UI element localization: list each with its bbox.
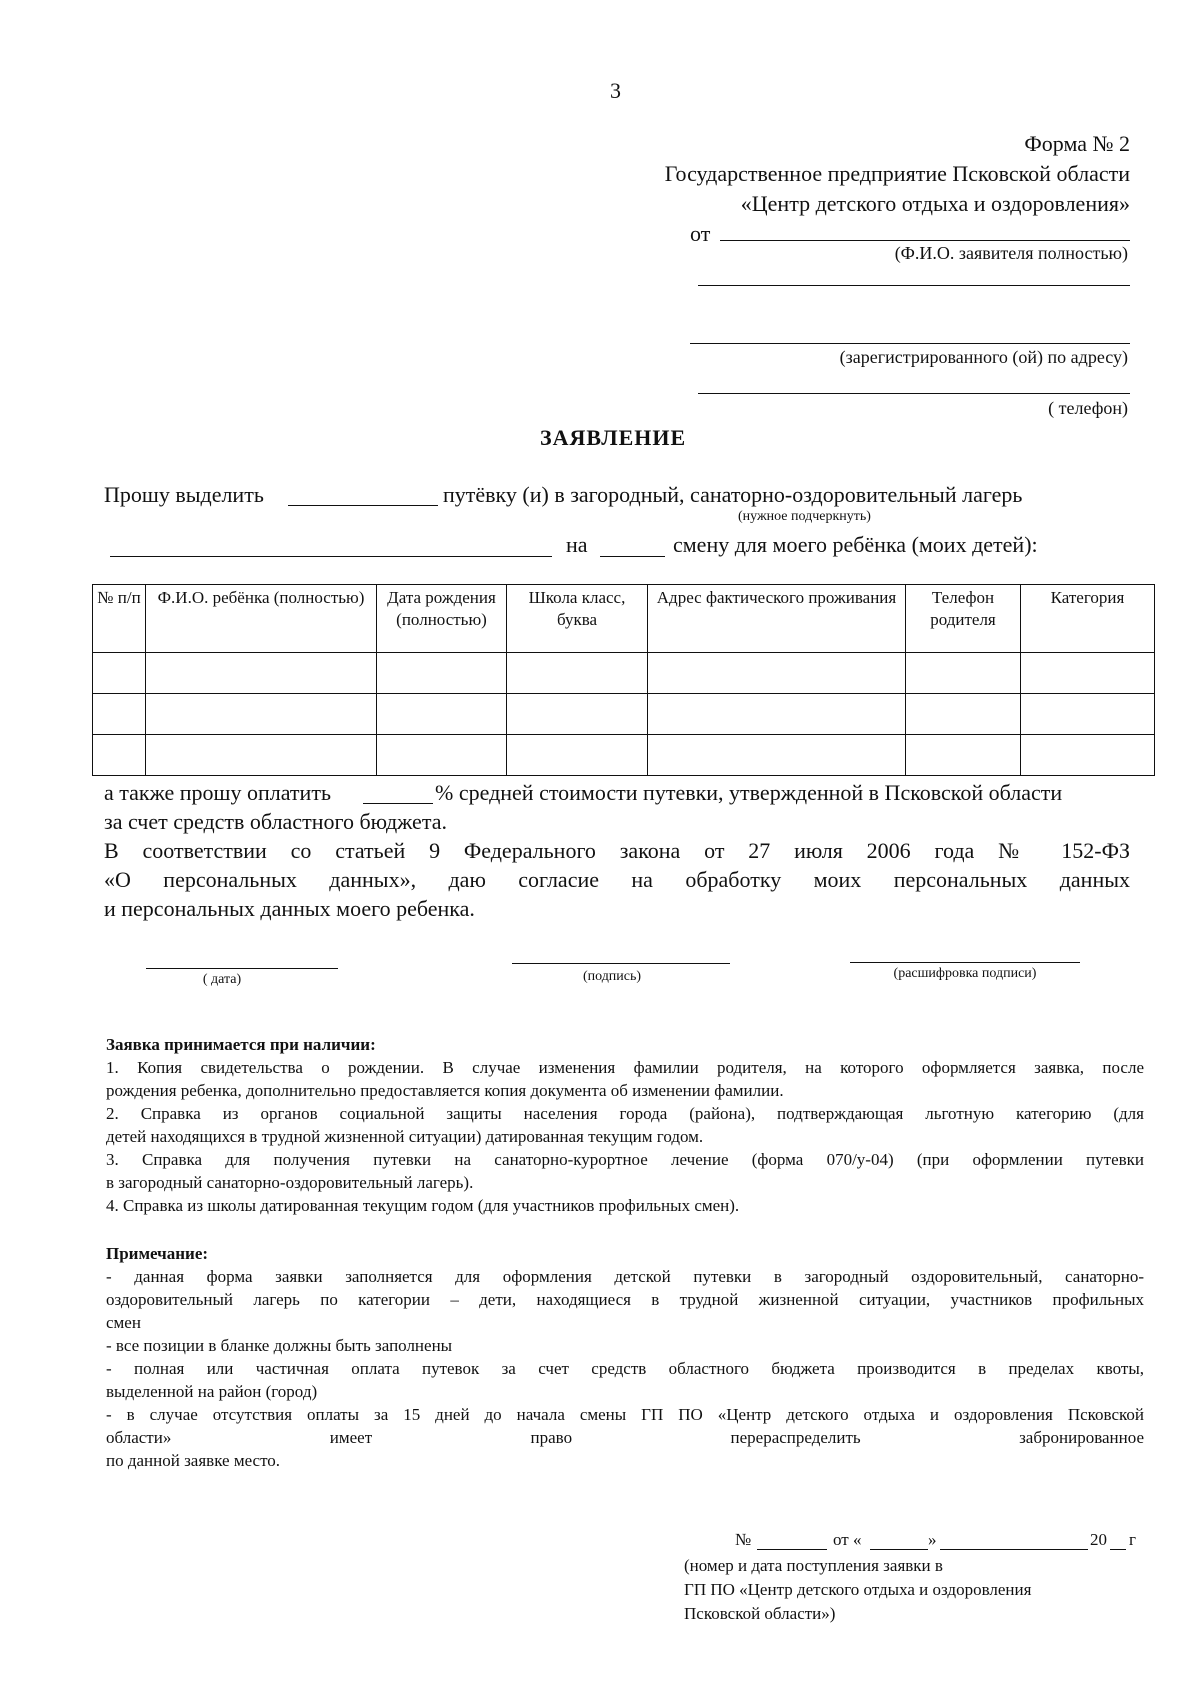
voucher-count-line[interactable]	[288, 505, 438, 506]
request-line-2-end: смену для моего ребёнка (моих детей):	[673, 532, 1038, 557]
requirements-title: Заявка принимается при наличии:	[106, 1035, 376, 1054]
table-cell[interactable]	[648, 653, 906, 694]
signature-caption: (подпись)	[582, 969, 642, 984]
table-cell[interactable]	[507, 735, 648, 776]
receipt-year-suffix: г	[1129, 1530, 1136, 1549]
receipt-caption-3: Псковской области»)	[684, 1604, 836, 1623]
table-cell[interactable]	[377, 694, 507, 735]
form-number: Форма № 2	[1024, 131, 1130, 156]
note-line: - полная или частичная оплата путевок за счет средств областного бюджета производится в пределах квоты,	[106, 1359, 1144, 1378]
decoding-caption: (расшифровка подписи)	[893, 966, 1037, 981]
page-number: 3	[610, 78, 621, 103]
table-row	[93, 735, 1155, 776]
receipt-from-label: от «	[833, 1530, 862, 1549]
underline-hint: (нужное подчеркнуть)	[738, 509, 871, 524]
table-row	[93, 653, 1155, 694]
requirement-line: 4. Справка из школы датированная текущим годом (для участников профильных смен).	[106, 1196, 740, 1215]
table-cell[interactable]	[146, 694, 377, 735]
org-line-2: «Центр детского отдыха и оздоровления»	[740, 191, 1130, 216]
note-line: смен	[106, 1313, 141, 1332]
requirement-line: 2. Справка из органов социальной защиты населения города (района), подтверждающая льготную категорию (для	[106, 1104, 1144, 1123]
date-line[interactable]	[146, 968, 338, 969]
receipt-year-line[interactable]	[1110, 1549, 1126, 1550]
table-cell[interactable]	[906, 735, 1021, 776]
table-cell[interactable]	[507, 694, 648, 735]
table-cell[interactable]	[377, 735, 507, 776]
requirement-line: 1. Копия свидетельства о рождении. В случае изменения фамилии родителя, на которого оформляется заявка, после	[106, 1058, 1144, 1077]
col-header-number: № п/п	[93, 585, 146, 653]
notes-block	[106, 1242, 1144, 1472]
col-header-address: Адрес фактического проживания	[648, 585, 906, 653]
requirement-line: 3. Справка для получения путевки на санаторно-курортное лечение (форма 070/у-04) (при оформлении путевки	[106, 1150, 1144, 1169]
table-cell[interactable]	[377, 653, 507, 694]
table-header-row	[93, 585, 1155, 653]
note-line: области» имеет право перераспределить забронированное	[106, 1428, 1144, 1447]
receipt-day-line[interactable]	[870, 1549, 928, 1550]
col-header-parent-phone: Телефон родителя	[906, 585, 1021, 653]
receipt-number-label: №	[735, 1530, 752, 1549]
requirement-line: рождения ребенка, дополнительно предоставляется копия документа об изменении фамилии.	[106, 1081, 784, 1100]
payment-line-2: за счет средств областного бюджета.	[104, 809, 447, 834]
address-caption: (зарегистрированного (ой) по адресу)	[839, 347, 1128, 367]
receipt-caption-2: ГП ПО «Центр детского отдыха и оздоровления	[684, 1580, 1032, 1599]
table-cell[interactable]	[146, 735, 377, 776]
consent-line-2: «О персональных данных», даю согласие на обработку моих персональных данных	[104, 867, 1130, 892]
table-cell[interactable]	[1021, 653, 1155, 694]
consent-line-3: и персональных данных моего ребенка.	[104, 896, 475, 921]
col-header-child-name: Ф.И.О. ребёнка (полностью)	[146, 585, 377, 653]
receipt-number-line[interactable]	[757, 1549, 827, 1550]
table-cell[interactable]	[648, 735, 906, 776]
note-line: - данная форма заявки заполняется для оформления детской путевки в загородный оздоровительный, санаторно-	[106, 1267, 1144, 1286]
receipt-caption-1: (номер и дата поступления заявки в	[684, 1556, 943, 1575]
request-start: Прошу выделить	[104, 482, 264, 507]
table-cell[interactable]	[648, 694, 906, 735]
table-cell[interactable]	[906, 653, 1021, 694]
from-label: от	[690, 221, 711, 246]
consent-line-1: В соответствии со статьей 9 Федерального закона от 27 июля 2006 года № 152-ФЗ	[104, 838, 1130, 863]
notes-title: Примечание:	[106, 1244, 209, 1263]
signature-line[interactable]	[512, 963, 730, 964]
children-table	[92, 584, 1155, 776]
table-cell[interactable]	[146, 653, 377, 694]
payment-end: % средней стоимости путевки, утвержденной в Псковской области	[435, 780, 1063, 805]
phone-caption: ( телефон)	[1048, 398, 1128, 418]
phone-line[interactable]	[698, 393, 1130, 394]
receipt-close-quote: »	[928, 1530, 937, 1549]
on-label: на	[566, 532, 588, 557]
col-header-school: Школа класс, буква	[507, 585, 648, 653]
requirement-line: в загородный санаторно-оздоровительный лагерь).	[106, 1173, 474, 1192]
receipt-month-line[interactable]	[940, 1549, 1088, 1550]
table-cell[interactable]	[93, 653, 146, 694]
applicant-name-line-2[interactable]	[698, 285, 1130, 286]
note-line: выделенной на район (город)	[106, 1382, 318, 1401]
table-row	[93, 694, 1155, 735]
table-cell[interactable]	[93, 694, 146, 735]
payment-start: а также прошу оплатить	[104, 780, 331, 805]
receipt-year-prefix: 20	[1090, 1530, 1107, 1549]
payment-percent-line[interactable]	[363, 803, 433, 804]
decoding-line[interactable]	[850, 962, 1080, 963]
fio-caption: (Ф.И.О. заявителя полностью)	[894, 243, 1128, 263]
shift-number-line[interactable]	[600, 556, 665, 557]
note-line: - все позиции в бланке должны быть заполнены	[106, 1336, 453, 1355]
requirements-block	[106, 1033, 1144, 1217]
applicant-name-line[interactable]	[720, 240, 1130, 241]
note-line: - в случае отсутствия оплаты за 15 дней до начала смены ГП ПО «Центр детского отдыха и оздоровления Псковской	[106, 1405, 1144, 1424]
document-title: ЗАЯВЛЕНИЕ	[540, 425, 687, 450]
camp-name-line[interactable]	[110, 556, 552, 557]
date-caption: ( дата)	[202, 972, 242, 987]
request-end: путёвку (и) в загородный, санаторно-оздоровительный лагерь	[443, 482, 1023, 507]
col-header-birth-date: Дата рождения (полностью)	[377, 585, 507, 653]
table-cell[interactable]	[93, 735, 146, 776]
table-cell[interactable]	[507, 653, 648, 694]
col-header-category: Категория	[1021, 585, 1155, 653]
table-cell[interactable]	[1021, 694, 1155, 735]
note-line: оздоровительный лагерь по категории – дети, находящиеся в трудной жизненной ситуации, участников профильных	[106, 1290, 1144, 1309]
note-line: по данной заявке место.	[106, 1451, 281, 1470]
org-line-1: Государственное предприятие Псковской области	[664, 161, 1130, 186]
address-line[interactable]	[690, 343, 1130, 344]
requirement-line: детей находящихся в трудной жизненной ситуации) датированная текущим годом.	[106, 1127, 704, 1146]
table-cell[interactable]	[906, 694, 1021, 735]
table-cell[interactable]	[1021, 735, 1155, 776]
